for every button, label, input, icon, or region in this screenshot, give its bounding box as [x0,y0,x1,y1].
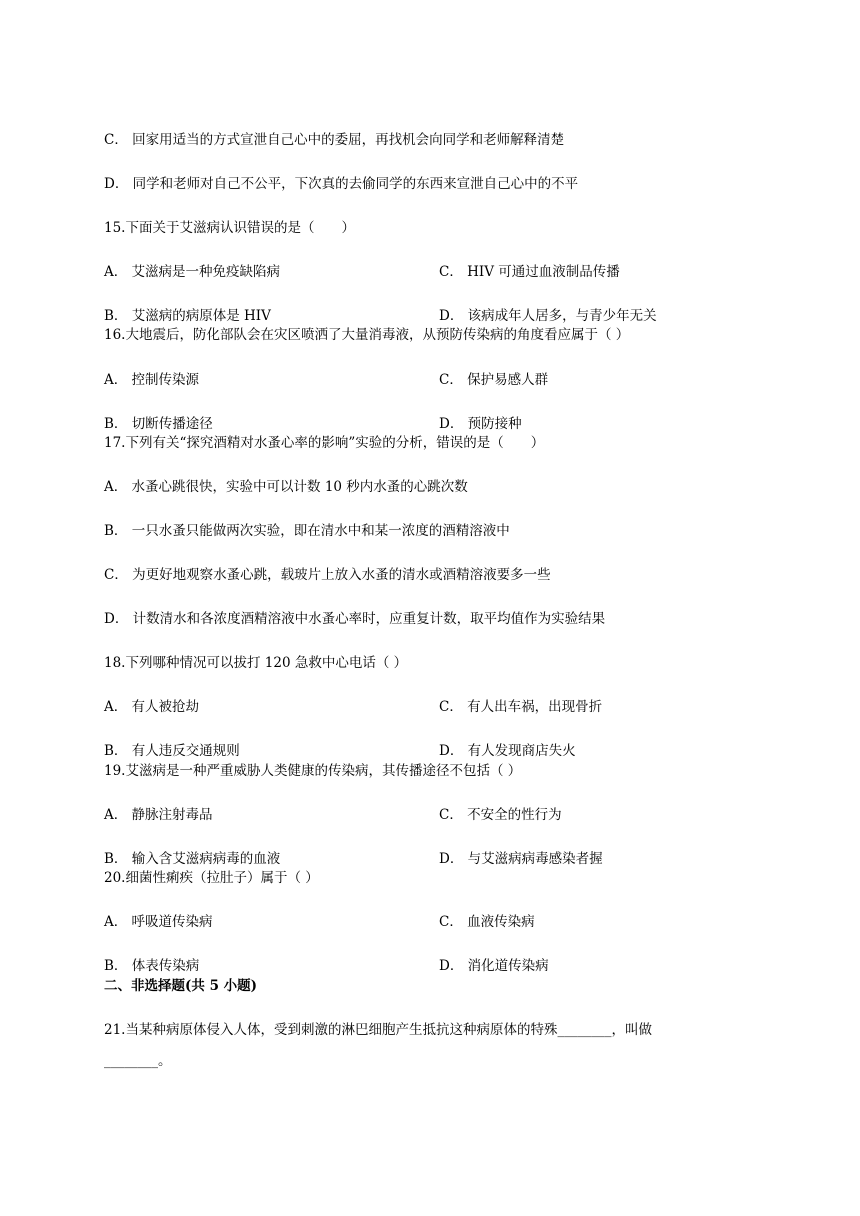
q18-option-d: D． 有人发现商店失火 [439,743,576,759]
q15-option-d: D． 该病成年人居多，与青少年无关 [439,308,657,324]
section-title: 二、非选择题(共 5 小题) [104,978,258,994]
q15-option-a: A． 艾滋病是一种免疫缺陷病 [104,264,281,280]
q17-stem: 17.下列有关“探究酒精对水蚤心率的影响”实验的分析，错误的是（ ） [104,435,545,451]
q16-option-c: C． 保护易感人群 [439,372,549,388]
q17-option-a: A． 水蚤心跳很快，实验中可以计数 10 秒内水蚤的心跳次数 [104,479,468,495]
q16-option-d: D． 预防接种 [439,416,522,432]
q16-stem: 16.大地震后，防化部队会在灾区喷洒了大量消毒液，从预防传染病的角度看应属于（ ） [104,327,630,343]
q18-option-a: A． 有人被抢劫 [104,699,200,715]
q20-option-a: A． 呼吸道传染病 [104,914,213,930]
q14-option-d: D． 同学和老师对自己不公平，下次真的去偷同学的东西来宣泄自己心中的不平 [104,176,579,192]
q15-option-b: B． 艾滋病的病原体是 HIV [104,308,271,324]
q19-stem: 19.艾滋病是一种严重威胁人类健康的传染病，其传播途径不包括（ ） [104,763,522,779]
q18-option-b: B． 有人违反交通规则 [104,743,240,759]
q17-option-b: B． 一只水蚤只能做两次实验，即在清水中和某一浓度的酒精溶液中 [104,523,510,539]
q15-stem: 15.下面关于艾滋病认识错误的是（ ） [104,220,355,236]
q18-option-c: C． 有人出车祸，出现骨折 [439,699,603,715]
q15-option-c: C． HIV 可通过血液制品传播 [439,264,620,280]
q14-option-c: C． 回家用适当的方式宣泄自己心中的委屈，再找机会向同学和老师解释清楚 [104,132,565,148]
q18-stem: 18.下列哪种情况可以拔打 120 急救中心电话（ ） [104,655,408,671]
q16-option-a: A． 控制传染源 [104,372,200,388]
q19-option-d: D． 与艾滋病病毒感染者握 [439,851,603,867]
q21-line-1: 21.当某种病原体侵入人体，受到刺激的淋巴细胞产生抵抗这种病原体的特殊________，叫做 [104,1022,652,1038]
q17-option-d: D． 计数清水和各浓度酒精溶液中水蚤心率时，应重复计数，取平均值作为实验结果 [104,611,606,627]
q19-option-b: B． 输入含艾滋病病毒的血液 [104,851,281,867]
q20-option-b: B． 体表传染病 [104,958,200,974]
q16-option-b: B． 切断传播途径 [104,416,213,432]
q21-line-2: ________。 [104,1053,172,1069]
q19-option-c: C． 不安全的性行为 [439,807,562,823]
q20-option-c: C． 血液传染病 [439,914,535,930]
q17-option-c: C． 为更好地观察水蚤心跳，载玻片上放入水蚤的清水或酒精溶液要多一些 [104,567,551,583]
q19-option-a: A． 静脉注射毒品 [104,807,213,823]
q20-option-d: D． 消化道传染病 [439,958,549,974]
q20-stem: 20.细菌性痢疾（拉肚子）属于（ ） [104,870,319,886]
